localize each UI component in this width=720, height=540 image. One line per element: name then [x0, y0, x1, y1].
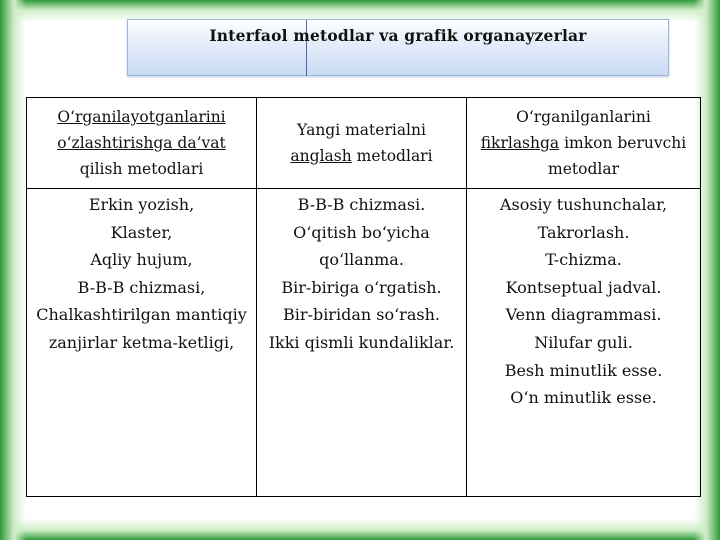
- method-item: qo‘llanma.: [319, 250, 404, 270]
- method-item: Erkin yozish,: [88, 195, 195, 214]
- title-banner: [127, 19, 669, 76]
- table-body-row: [27, 189, 701, 497]
- method-item: Kontseptual jadval.: [505, 277, 662, 297]
- method-item: Besh minutlik esse.: [504, 360, 663, 380]
- header-line: [470, 104, 697, 130]
- header-text: O‘rganilganlarini: [516, 108, 651, 126]
- header-text: metodlari: [351, 147, 433, 165]
- method-item: Ikki qismli kundaliklar.: [268, 332, 455, 352]
- header-underlined-text: o‘zlashtirishga da’vat: [57, 134, 226, 152]
- method-item: Nilufar guli.: [534, 332, 633, 352]
- page-title: Interfaol metodlar va grafik organayzerlar: [209, 26, 587, 45]
- header-text: Yangi materialni: [297, 121, 426, 139]
- body-cell-col2: [257, 189, 467, 497]
- header-underlined-text: anglash: [290, 147, 352, 165]
- header-text: imkon beruvchi: [559, 134, 687, 152]
- method-item: O‘n minutlik esse.: [510, 388, 657, 408]
- method-item: Bir-biridan so‘rash.: [283, 305, 440, 325]
- body-cell-col1: [27, 189, 257, 497]
- header-cell-col2: [257, 98, 467, 189]
- header-cell-col1: [27, 98, 257, 189]
- header-cell-col3: [467, 98, 701, 189]
- method-item: Takrorlash.: [537, 222, 630, 242]
- method-item: Aqliy hujum,: [90, 250, 193, 270]
- header-line: [30, 156, 253, 182]
- method-item: Bir-biriga o‘rgatish.: [281, 277, 442, 297]
- table-header-row: [27, 98, 701, 189]
- header-underlined-text: O‘rganilayotganlarini: [57, 108, 226, 126]
- method-item: Asosiy tushunchalar,: [499, 195, 668, 214]
- method-item: Klaster,: [110, 222, 173, 242]
- method-item: Chalkashtirilgan mantiqiy: [36, 305, 247, 325]
- method-item: Venn diagrammasi.: [505, 305, 662, 325]
- header-underlined-text: fikrlashga: [480, 134, 560, 152]
- header-line: [30, 130, 253, 156]
- methods-table: [26, 97, 701, 497]
- header-text: qilish metodlari: [79, 160, 204, 178]
- header-line: [260, 143, 463, 169]
- method-item: zanjirlar ketma-ketligi,: [48, 332, 235, 352]
- header-line: [470, 130, 697, 156]
- method-item: T-chizma.: [545, 250, 622, 270]
- method-item: O‘qitish bo‘yicha: [293, 222, 430, 242]
- header-line: [260, 117, 463, 143]
- header-text: metodlar: [548, 160, 619, 178]
- body-cell-col3: [467, 189, 701, 497]
- method-item: B-B-B chizmasi,: [77, 277, 206, 297]
- header-line: [30, 104, 253, 130]
- header-line: [470, 156, 697, 182]
- method-item: B-B-B chizmasi.: [297, 195, 426, 214]
